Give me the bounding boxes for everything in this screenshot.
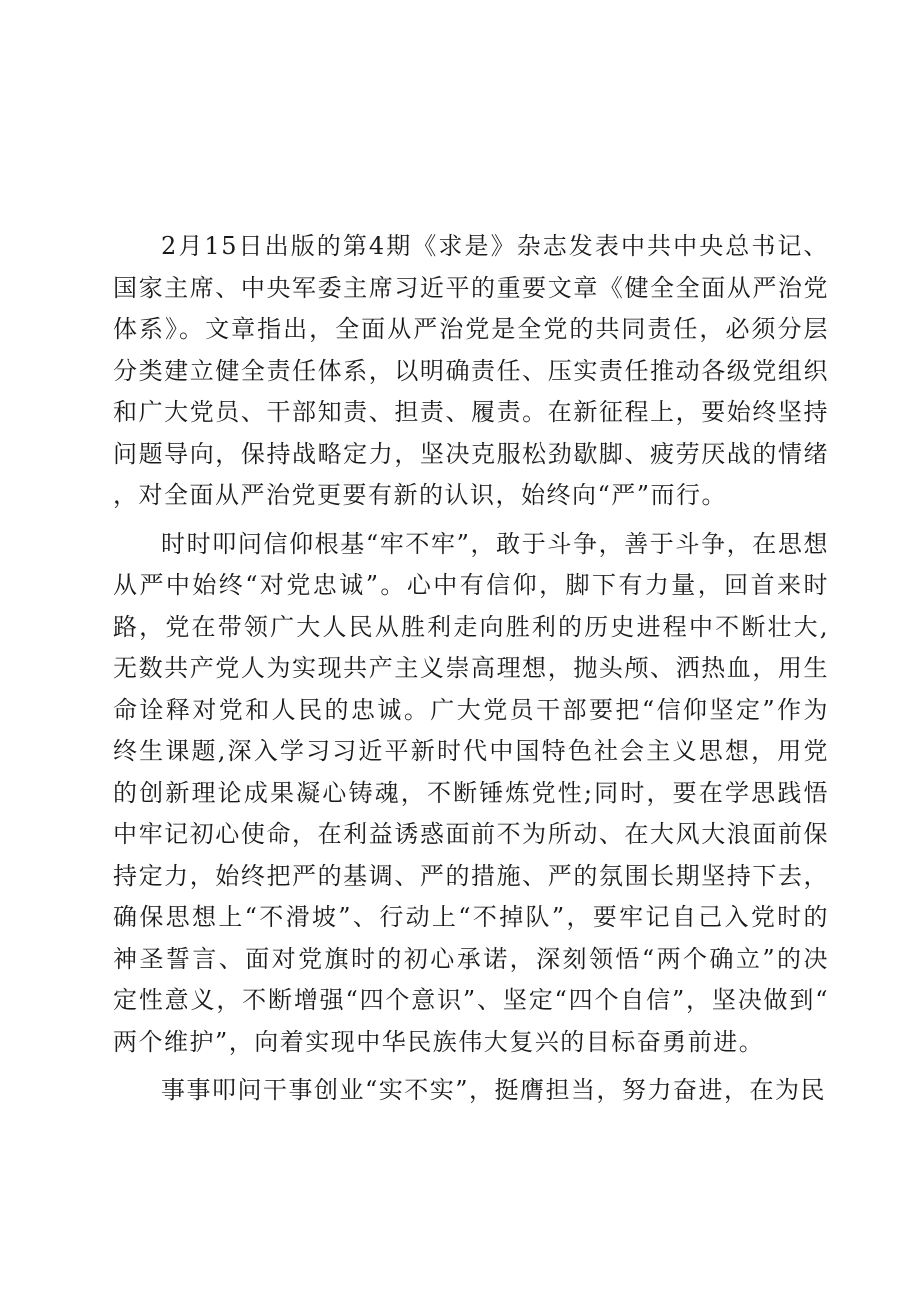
paragraph-2: 时时叩问信仰根基“牢不牢”，敢于斗争，善于斗争，在思想从严中始终“对党忠诚”。心中有信仰，脚下有力量，回首来时路，党在带领广大人民从胜利走向胜利的历史进程中不断壮大,无数共产党人为实现共产主义崇高理想，抛头颅、洒热血，用生命诠释对党和人民的忠诚。广大党员干部要把“信仰坚定”作为终生课题,深入学习习近平新时代中国特色社会主义思想，用党的创新理论成果凝心铸魂，不断锤炼党性;同时，要在学思践悟中牢记初心使命，在利益诱惑面前不为所动、在大风大浪面前保持定力，始终把严的基调、严的措施、严的氛围长期坚持下去，确保思想上“不滑坡”、行动上“不掉队”，要牢记自己入党时的神圣誓言、面对党旗时的初心承诺，深刻领悟“两个确立”的决定性意义，不断增强“四个意识”、坚定“四个自信”，坚决做到“两个维护”，向着实现中华民族伟大复兴的目标奋勇前进。 [113, 529, 829, 1056]
paragraph-3: 事事叩问干事创业“实不实”，挺膺担当，努力奋进，在为民 [161, 1076, 827, 1104]
paragraph-1: 2月15日出版的第4期《求是》杂志发表中共中央总书记、国家主席、中央军委主席习近平的重要文章《健全全面从严治党体系》。文章指出，全面从严治党是全党的共同责任，必须分层分类建立健全责任体系，以明确责任、压实责任推动各级党组织和广大党员、干部知责、担责、履责。在新征程上，要始终坚持问题导向，保持战略定力，坚决克服松劲歇脚、疲劳厌战的情绪，对全面从严治党更要有新的认识，始终向“严”而行。 [113, 232, 829, 509]
document-body [113, 226, 829, 1119]
